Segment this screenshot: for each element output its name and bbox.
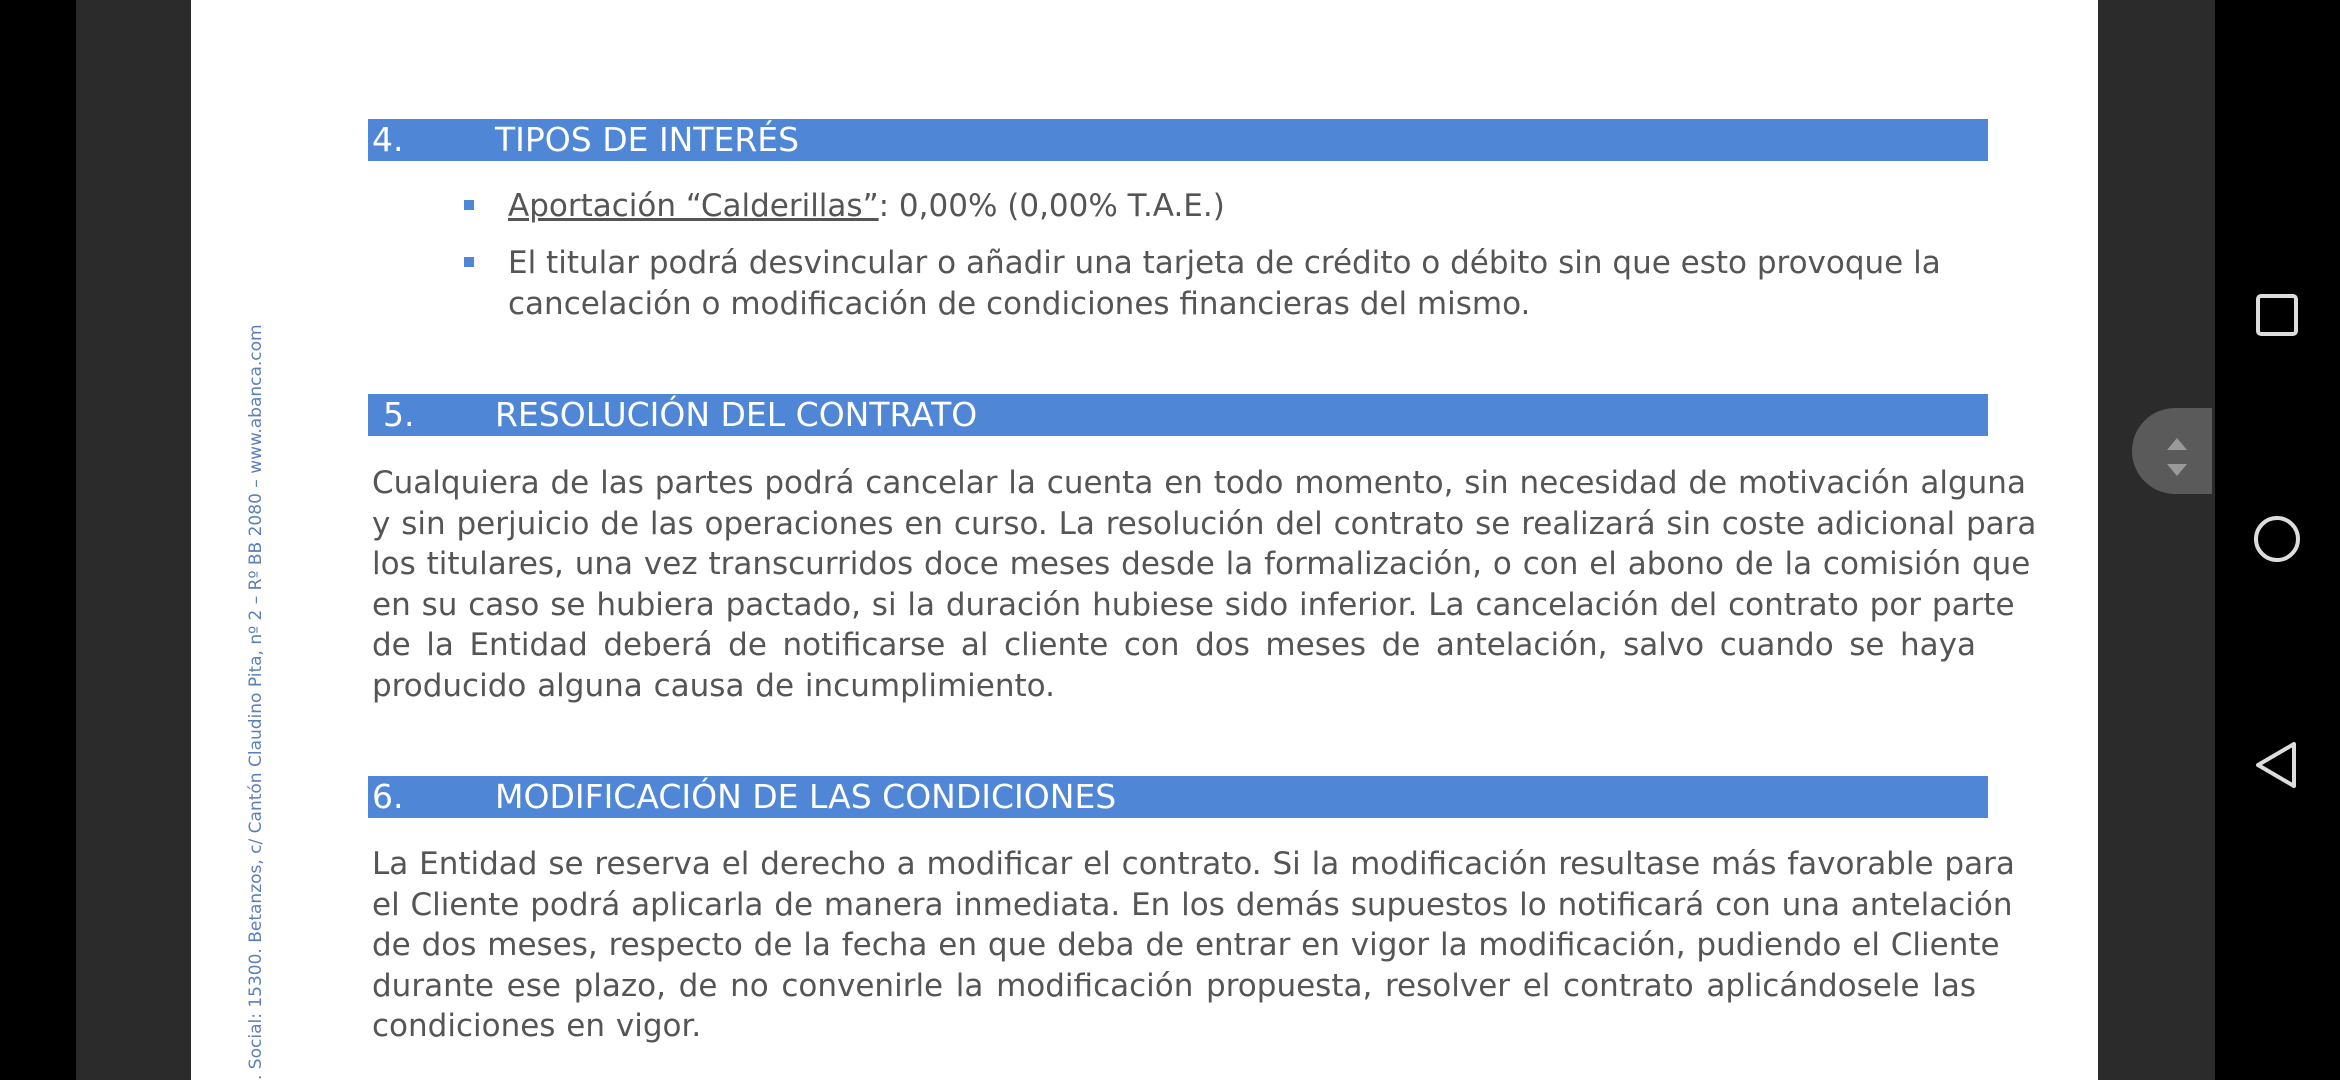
side-note-legal-text: . Social: 15300. Betanzos, c/ Cantón Claudino Pita, nº 2 – Rº BB 2080 – www.abanca.com xyxy=(246,324,266,1080)
section-header-5 xyxy=(368,394,1988,436)
paragraph-line: de la Entidad deberá de notificarse al cliente con dos meses de antelación, salvo cuando se haya xyxy=(372,627,1976,663)
paragraph-line: producido alguna causa de incumplimiento. xyxy=(372,667,1055,704)
bullet-line: cancelación o modificación de condiciones financieras del mismo. xyxy=(508,285,1531,322)
section-5-paragraph xyxy=(372,463,2037,706)
bullet-item-1 xyxy=(508,186,1988,227)
bullet-value: : 0,00% (0,00% T.A.E.) xyxy=(878,188,1225,224)
paragraph-line: los titulares, una vez transcurridos doce meses desde la formalización, o con el abono de la comisión que xyxy=(372,546,2031,582)
paragraph-line: y sin perjuicio de las operaciones en curso. La resolución del contrato se realizará sin coste adicional para xyxy=(372,505,2037,542)
section-header-4 xyxy=(368,119,1988,161)
bullet-line: El titular podrá desvincular o añadir una tarjeta de crédito o débito sin que esto provoque la xyxy=(508,245,1941,281)
scroll-arrows-icon xyxy=(2132,408,2212,494)
section-number: 6. xyxy=(372,777,404,816)
section-title: TIPOS DE INTERÉS xyxy=(495,120,800,159)
square-icon[interactable] xyxy=(2252,290,2302,340)
circle-icon[interactable] xyxy=(2252,514,2302,564)
triangle-back-icon[interactable] xyxy=(2252,740,2302,790)
paragraph-line: en su caso se hubiera pactado, si la duración hubiese sido inferior. La cancelación del contrato por parte xyxy=(372,586,2015,623)
bullet-marker xyxy=(464,257,474,267)
section-number: 5. xyxy=(383,395,415,434)
paragraph-line: La Entidad se reserva el derecho a modificar el contrato. Si la modificación resultase más favorable para xyxy=(372,846,2015,882)
paragraph-line: el Cliente podrá aplicarla de manera inmediata. En los demás supuestos lo notificará con una antelación xyxy=(372,886,2013,923)
fast-scroll-handle[interactable] xyxy=(2132,408,2212,494)
bullet-underlined-label[interactable]: Aportación “Calderillas” xyxy=(508,188,879,224)
paragraph-line: durante ese plazo, de no convenirle la modificación propuesta, resolver el contrato aplicándosele las xyxy=(372,967,1976,1004)
section-6-paragraph xyxy=(372,844,2015,1047)
bullet-item-2 xyxy=(508,243,1988,324)
bullet-marker xyxy=(464,200,474,210)
paragraph-line: Cualquiera de las partes podrá cancelar la cuenta en todo momento, sin necesidad de motivación alguna xyxy=(372,465,2026,501)
paragraph-line: condiciones en vigor. xyxy=(372,1008,702,1044)
right-gutter xyxy=(2098,0,2215,1080)
section-title: RESOLUCIÓN DEL CONTRATO xyxy=(495,395,978,434)
section-number: 4. xyxy=(372,120,404,159)
section-title: MODIFICACIÓN DE LAS CONDICIONES xyxy=(495,777,1117,816)
left-bezel xyxy=(0,0,76,1080)
paragraph-line: de dos meses, respecto de la fecha en que deba de entrar en vigor la modificación, pudiendo el Cliente xyxy=(372,927,2000,963)
left-gutter xyxy=(76,0,191,1080)
section-header-6 xyxy=(368,776,1988,818)
